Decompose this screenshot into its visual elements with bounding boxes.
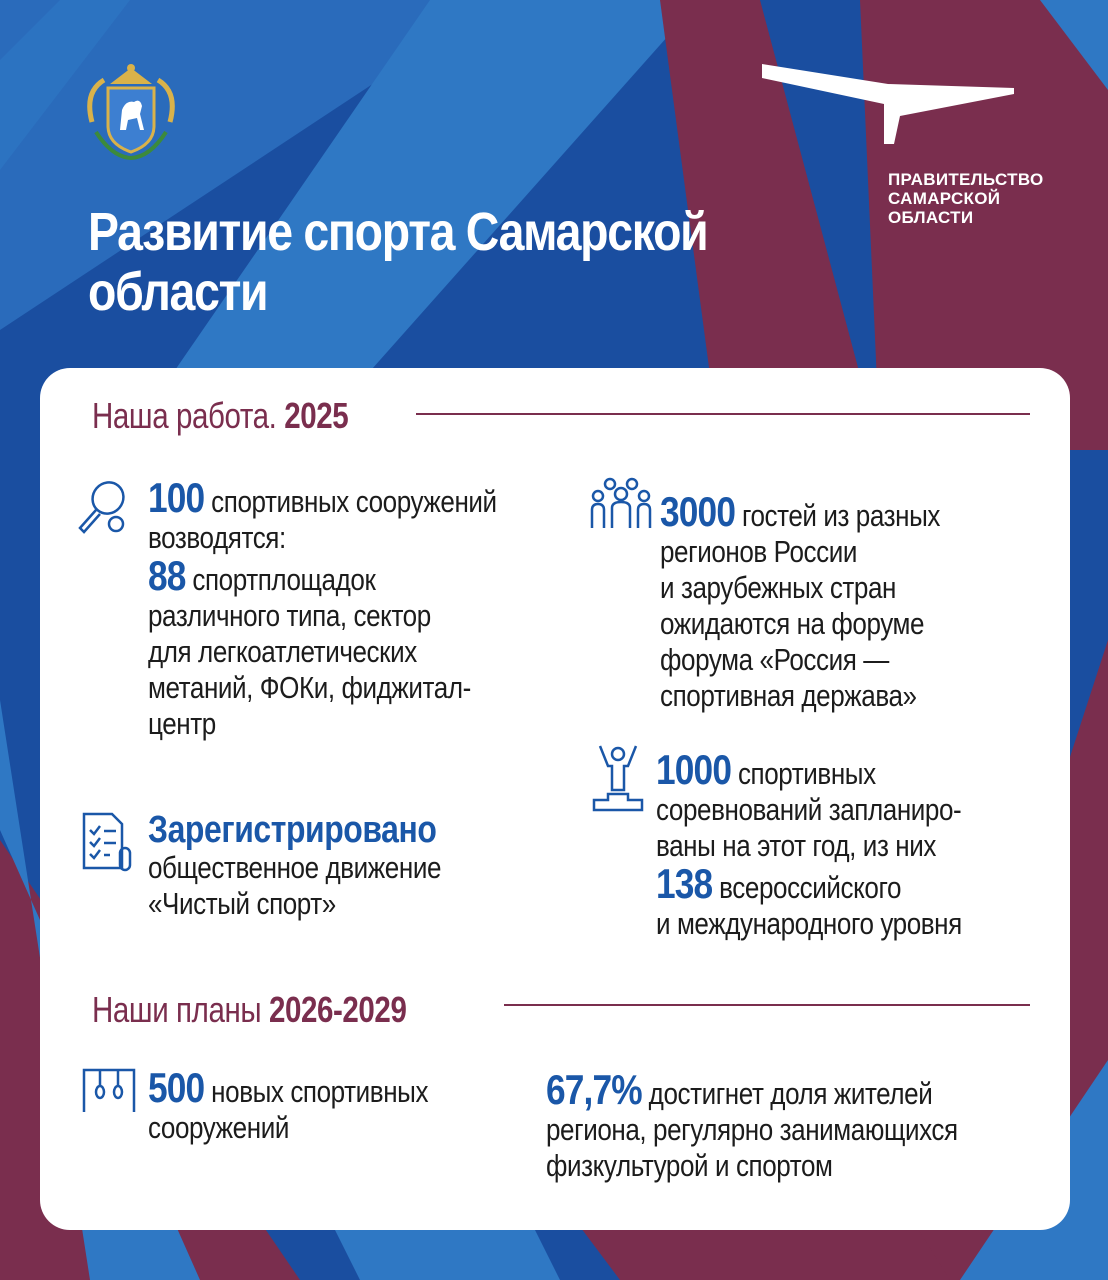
samara-government-logo-icon (760, 60, 1020, 146)
share-line3: физкультурой и спортом (546, 1148, 833, 1183)
section-year: 2025 (284, 395, 349, 436)
guests-line5: форума «Россия — (660, 642, 889, 677)
facilities-sub-number: 88 (148, 552, 186, 599)
guests-line4: ожидаются на форуме (660, 606, 925, 641)
share-number: 67,7% (546, 1066, 642, 1113)
guests-line6: спортивная держава» (660, 678, 917, 713)
registered-headline: Зарегистрировано (148, 809, 437, 851)
guests-number: 3000 (660, 488, 736, 535)
section-year: 2026-2029 (268, 989, 407, 1030)
guests-line2: регионов России (660, 534, 857, 569)
competitions-block (656, 746, 1026, 942)
new-facilities-line2: сооружений (148, 1110, 289, 1145)
section-title-plans (92, 990, 406, 1030)
competitions-sub-number: 138 (656, 860, 713, 907)
new-facilities-line1: новых спортивных (211, 1074, 429, 1109)
section-title-2025 (92, 396, 348, 436)
registered-block (148, 809, 534, 922)
section-label: Наши планы (92, 989, 262, 1030)
competitions-number: 1000 (656, 746, 732, 793)
facilities-sub-line4: метаний, ФОКи, фиджитал- (148, 670, 471, 705)
share-line1: достигнет доля жителей (648, 1076, 933, 1111)
competitions-line3: ваны на этот год, из них (656, 828, 936, 863)
page-title-line1: Развитие спорта Самарской (88, 202, 708, 262)
facilities-sub-line1: спортплощадок (192, 562, 376, 597)
competitions-line2: соревнований запланиро- (656, 792, 962, 827)
section-divider (416, 413, 1030, 415)
facilities-number: 100 (148, 474, 205, 521)
government-name (888, 170, 1044, 227)
facilities-sub-line2: различного типа, сектор (148, 598, 431, 633)
podium-winner-icon (590, 744, 646, 812)
guests-block (660, 488, 1013, 714)
competitions-line1: спортивных (737, 756, 876, 791)
facilities-line2: возводятся: (148, 520, 286, 555)
page-title-line2: области (88, 262, 268, 322)
checklist-icon (80, 812, 136, 872)
facilities-sub-line3: для легкоатлетических (148, 634, 417, 669)
facilities-line1: спортивных сооружений (211, 484, 497, 519)
page-title (88, 202, 742, 322)
emblem (82, 62, 180, 162)
government-name-line3: ОБЛАСТИ (888, 208, 974, 227)
government-name-line2: САМАРСКОЙ (888, 189, 1001, 208)
samara-coat-of-arms-icon (82, 62, 180, 162)
guests-line1: гостей из разных (741, 498, 941, 533)
facilities-block (148, 474, 551, 742)
competitions-sub-line1: всероссийского (719, 870, 902, 905)
registered-line3: «Чистый спорт» (148, 886, 336, 921)
new-facilities-number: 500 (148, 1064, 205, 1111)
crowd-icon (588, 476, 654, 532)
new-facilities-block (148, 1064, 534, 1146)
section-divider (504, 1004, 1030, 1006)
facilities-sub-line5: центр (148, 706, 216, 741)
share-block (546, 1066, 1016, 1184)
competitions-sub-line2: и международного уровня (656, 906, 962, 941)
guests-line3: и зарубежных стран (660, 570, 897, 605)
gymnastic-rings-icon (80, 1068, 138, 1114)
registered-line2: общественное движение (148, 850, 442, 885)
section-label: Наша работа. (92, 395, 277, 436)
share-line2: региона, регулярно занимающихся (546, 1112, 958, 1147)
table-tennis-racket-icon (74, 478, 130, 534)
government-name-line1: ПРАВИТЕЛЬСТВО (888, 170, 1044, 189)
government-logo (760, 60, 1020, 146)
